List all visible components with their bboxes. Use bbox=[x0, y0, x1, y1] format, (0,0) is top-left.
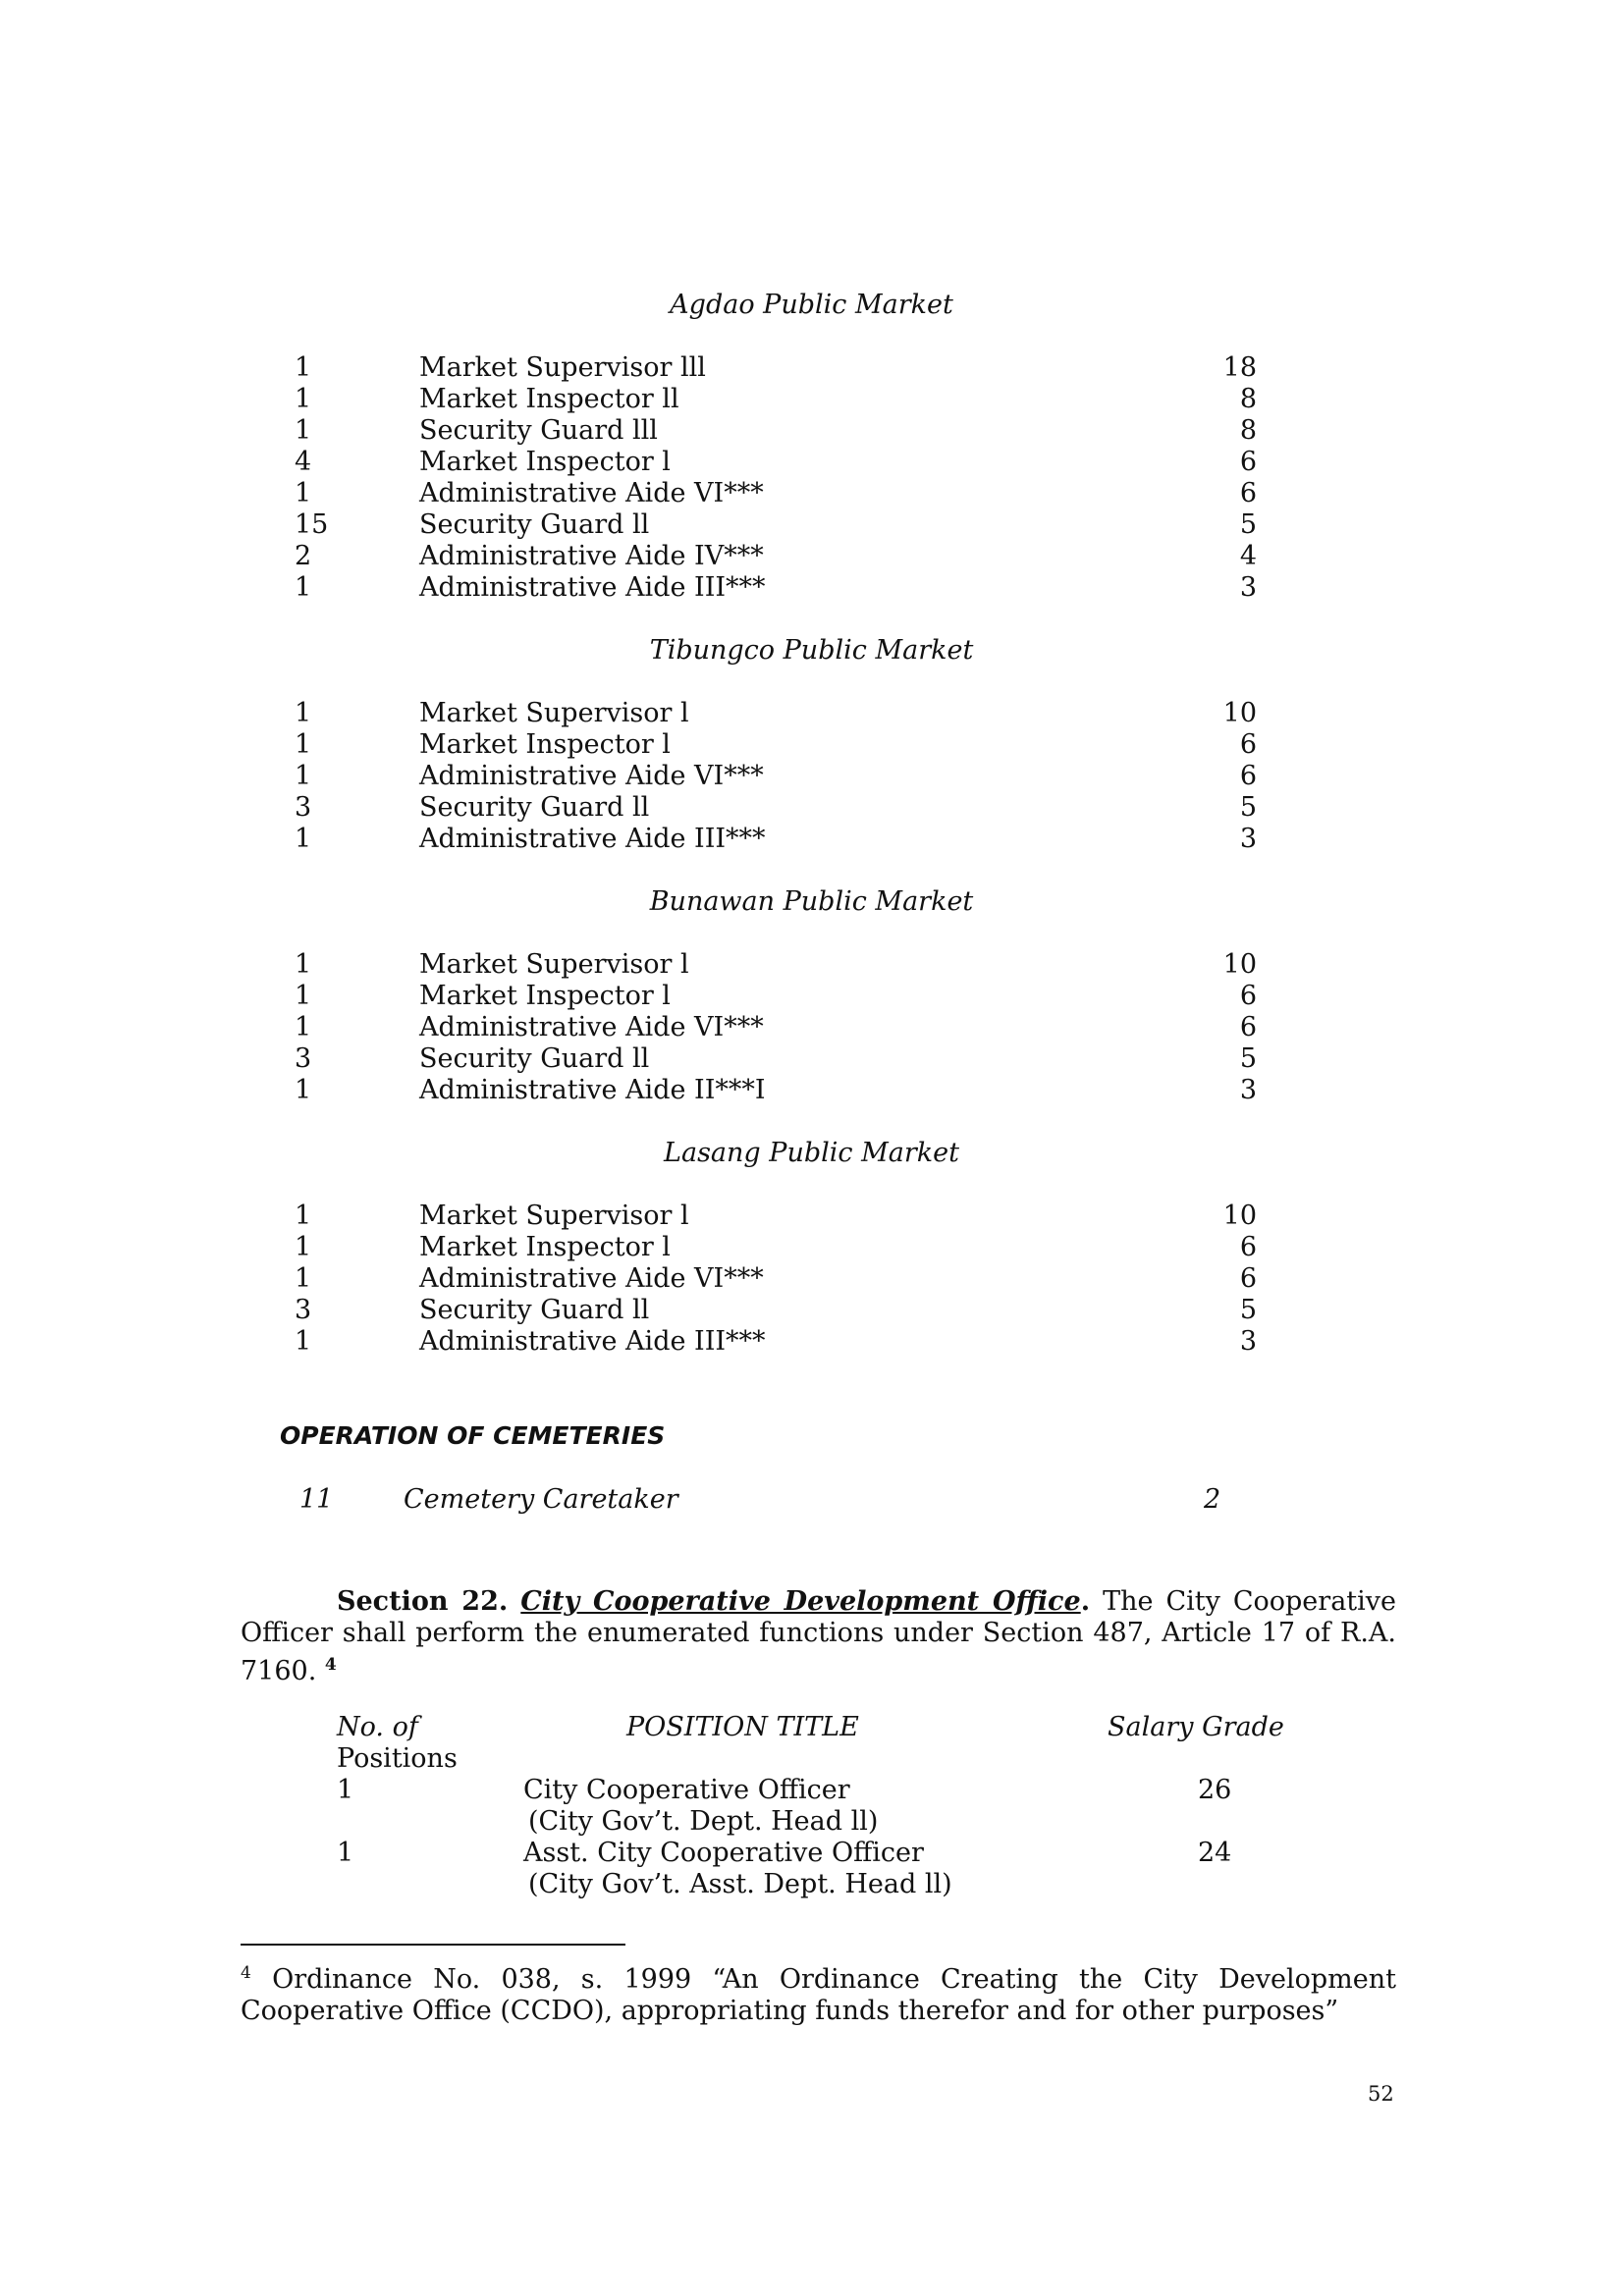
position-count: 2 bbox=[295, 541, 312, 571]
position-title: Administrative Aide VI*** bbox=[419, 1263, 764, 1294]
position-equivalent: (City Gov’t. Dept. Head ll) bbox=[528, 1806, 879, 1837]
salary-grade: 6 bbox=[1239, 761, 1257, 791]
position-count: 1 bbox=[337, 1775, 354, 1805]
salary-grade: 6 bbox=[1239, 729, 1257, 760]
position-title: Administrative Aide II***I bbox=[419, 1075, 766, 1105]
position-title: Market Supervisor l bbox=[419, 698, 689, 728]
tibungco-position-table bbox=[0, 698, 1623, 855]
salary-grade: 3 bbox=[1239, 1075, 1257, 1105]
position-count: 1 bbox=[295, 572, 312, 603]
position-count: 1 bbox=[295, 761, 312, 791]
position-title: Market Inspector l bbox=[419, 981, 671, 1011]
salary-grade: 5 bbox=[1239, 792, 1257, 823]
position-count: 1 bbox=[295, 1075, 312, 1105]
section-label: Section 22. bbox=[337, 1586, 509, 1617]
position-count: 4 bbox=[295, 447, 312, 477]
position-equivalent: (City Gov’t. Asst. Dept. Head ll) bbox=[528, 1869, 952, 1899]
position-title: Security Guard ll bbox=[419, 509, 650, 540]
column-header-salary-grade: Salary Grade bbox=[1108, 1712, 1284, 1742]
position-row bbox=[0, 1263, 1623, 1295]
position-count: 3 bbox=[295, 1295, 312, 1325]
position-title: Market Inspector ll bbox=[419, 384, 679, 414]
position-count: 11 bbox=[299, 1484, 334, 1515]
position-title: Administrative Aide VI*** bbox=[419, 478, 764, 508]
market-heading-bunawan: Bunawan Public Market bbox=[649, 886, 974, 917]
salary-grade: 3 bbox=[1239, 824, 1257, 854]
position-row bbox=[0, 415, 1623, 447]
bunawan-position-table bbox=[0, 949, 1623, 1106]
position-count: 1 bbox=[295, 1201, 312, 1231]
footnote-reference[interactable]: 4 bbox=[324, 1655, 337, 1675]
position-count: 15 bbox=[295, 509, 329, 540]
position-count: 3 bbox=[295, 1043, 312, 1074]
position-row bbox=[0, 1232, 1623, 1263]
position-count: 1 bbox=[295, 1263, 312, 1294]
footnote-text: Ordinance No. 038, s. 1999 “An Ordinance Creating the City Development Cooperative Office (CCDO), appropriating funds therefor and for other purposes” bbox=[241, 1964, 1396, 2026]
section-name: City Cooperative Development Office bbox=[520, 1586, 1081, 1617]
position-row bbox=[0, 1326, 1623, 1358]
position-row bbox=[0, 541, 1623, 572]
salary-grade: 18 bbox=[1222, 352, 1257, 383]
salary-grade: 6 bbox=[1239, 447, 1257, 477]
salary-grade: 4 bbox=[1239, 541, 1257, 571]
position-count: 1 bbox=[295, 352, 312, 383]
position-count: 3 bbox=[295, 792, 312, 823]
market-heading-agdao: Agdao Public Market bbox=[670, 290, 953, 320]
position-title: Security Guard ll bbox=[419, 792, 650, 823]
position-count: 1 bbox=[295, 1326, 312, 1357]
salary-grade: 6 bbox=[1239, 1263, 1257, 1294]
page-number: 52 bbox=[1368, 2082, 1394, 2106]
salary-grade: 8 bbox=[1239, 415, 1257, 446]
position-row bbox=[0, 1043, 1623, 1075]
position-row bbox=[0, 824, 1623, 855]
footnote bbox=[241, 1957, 1396, 2027]
position-title: Market Inspector l bbox=[419, 447, 671, 477]
position-count: 1 bbox=[295, 981, 312, 1011]
market-heading-tibungco: Tibungco Public Market bbox=[649, 635, 974, 666]
position-count: 1 bbox=[295, 698, 312, 728]
salary-grade: 2 bbox=[1204, 1484, 1221, 1515]
salary-grade: 3 bbox=[1239, 1326, 1257, 1357]
position-row bbox=[0, 572, 1623, 604]
position-row bbox=[0, 729, 1623, 761]
salary-grade: 5 bbox=[1239, 1295, 1257, 1325]
position-row bbox=[0, 1012, 1623, 1043]
section-body: The City Cooperative Officer shall perform the enumerated functions under Section 487, Article 17 of R.A. 7160. bbox=[241, 1586, 1397, 1686]
position-title: Administrative Aide VI*** bbox=[419, 1012, 764, 1042]
position-title: Administrative Aide III*** bbox=[419, 572, 766, 603]
position-title: City Cooperative Officer bbox=[523, 1775, 850, 1805]
position-count: 1 bbox=[295, 415, 312, 446]
salary-grade: 8 bbox=[1239, 384, 1257, 414]
cemetery-caretaker-row bbox=[0, 1484, 1623, 1516]
position-title: Security Guard ll bbox=[419, 1295, 650, 1325]
position-row bbox=[0, 981, 1623, 1012]
position-row bbox=[0, 447, 1623, 478]
position-row bbox=[0, 792, 1623, 824]
column-header-position-title: POSITION TITLE bbox=[626, 1712, 859, 1742]
position-row bbox=[0, 352, 1623, 384]
position-row bbox=[0, 761, 1623, 792]
position-title: Market Supervisor lll bbox=[419, 352, 706, 383]
salary-grade: 5 bbox=[1239, 1043, 1257, 1074]
position-title: Cemetery Caretaker bbox=[404, 1484, 678, 1515]
position-row bbox=[0, 1075, 1623, 1106]
position-title: Market Inspector l bbox=[419, 1232, 671, 1262]
salary-grade: 10 bbox=[1222, 1201, 1257, 1231]
column-header-no-of: No. of bbox=[337, 1712, 418, 1742]
position-row bbox=[0, 509, 1623, 541]
position-count: 1 bbox=[295, 478, 312, 508]
position-count: 1 bbox=[295, 729, 312, 760]
agdao-position-table bbox=[0, 352, 1623, 604]
column-header-positions: Positions bbox=[337, 1743, 458, 1774]
position-count: 1 bbox=[295, 384, 312, 414]
position-title: Market Supervisor l bbox=[419, 949, 689, 980]
position-title: Security Guard lll bbox=[419, 415, 658, 446]
position-title: Security Guard ll bbox=[419, 1043, 650, 1074]
position-title: Administrative Aide III*** bbox=[419, 824, 766, 854]
position-title: Asst. City Cooperative Officer bbox=[523, 1838, 924, 1868]
position-row bbox=[0, 384, 1623, 415]
salary-grade: 6 bbox=[1239, 1232, 1257, 1262]
section-22-paragraph: Section 22. City Cooperative Development Office. The City Cooperative Officer shall perform the enumerated functions under Section 487, Article 17 of R.A. 7160. $^4$ bbox=[241, 1586, 1397, 1686]
salary-grade: 24 bbox=[1198, 1838, 1232, 1868]
position-row bbox=[0, 698, 1623, 729]
salary-grade: 6 bbox=[1239, 981, 1257, 1011]
salary-grade: 6 bbox=[1239, 478, 1257, 508]
position-title: Market Inspector l bbox=[419, 729, 671, 760]
salary-grade: 26 bbox=[1198, 1775, 1232, 1805]
position-count: 1 bbox=[295, 1012, 312, 1042]
position-row bbox=[0, 1201, 1623, 1232]
salary-grade: 10 bbox=[1222, 698, 1257, 728]
salary-grade: 6 bbox=[1239, 1012, 1257, 1042]
salary-grade: 10 bbox=[1222, 949, 1257, 980]
position-title: Market Supervisor l bbox=[419, 1201, 689, 1231]
salary-grade: 3 bbox=[1239, 572, 1257, 603]
position-count: 1 bbox=[337, 1838, 354, 1868]
lasang-position-table bbox=[0, 1201, 1623, 1358]
footnote-divider bbox=[241, 1944, 625, 1946]
position-title: Administrative Aide IV*** bbox=[419, 541, 764, 571]
footnote-mark: 4 bbox=[241, 1963, 251, 1983]
market-heading-lasang: Lasang Public Market bbox=[664, 1138, 959, 1168]
position-row bbox=[0, 478, 1623, 509]
position-row bbox=[0, 1295, 1623, 1326]
position-title: Administrative Aide VI*** bbox=[419, 761, 764, 791]
position-count: 1 bbox=[295, 1232, 312, 1262]
position-row bbox=[0, 949, 1623, 981]
position-count: 1 bbox=[295, 949, 312, 980]
cemeteries-heading: OPERATION OF CEMETERIES bbox=[280, 1421, 666, 1450]
position-count: 1 bbox=[295, 824, 312, 854]
position-title: Administrative Aide III*** bbox=[419, 1326, 766, 1357]
salary-grade: 5 bbox=[1239, 509, 1257, 540]
